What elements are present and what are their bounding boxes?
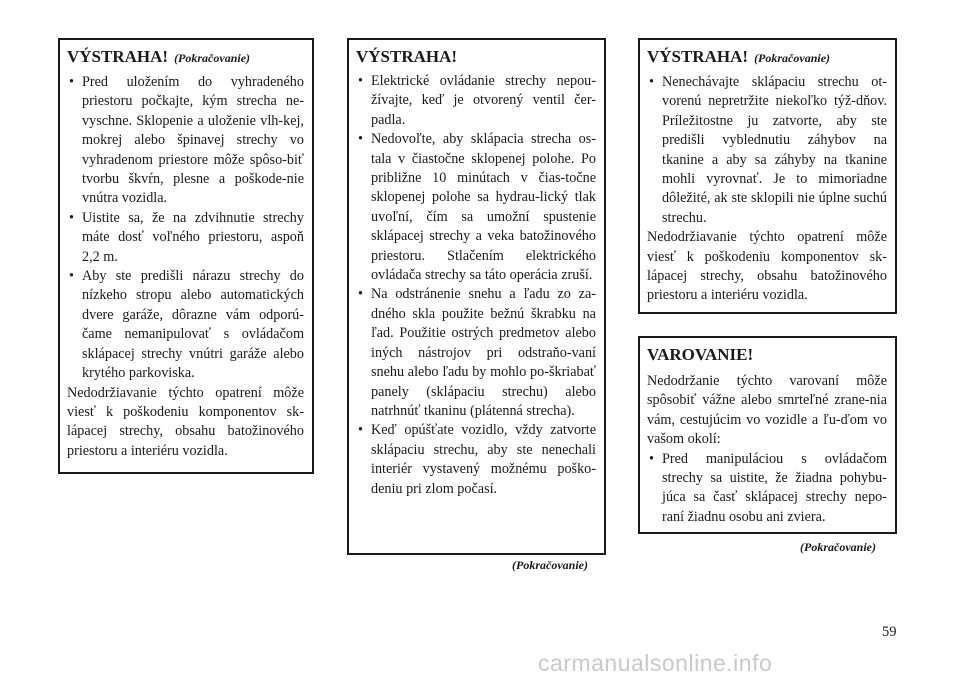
warning-title [356, 46, 596, 68]
warning-title [647, 46, 887, 69]
warning-bullet: • Nedovoľte, aby sklápacia strecha os-tala v čiastočne sklopenej polohe. Po približne 10 minútach v čias-točne sklopenej polohe sa hydrau-lický tlak uvoľní, čím sa umožní spustenie sklápacej strechy a veka batožinového priestoru. Stlačením elektrického ovládača strechy sa táto operácia zruší. [356, 130, 596, 285]
page-number: 59 [882, 624, 897, 640]
continued-label: (Pokračovanie) [754, 51, 831, 65]
watermark-text: carmanualsonline.info [538, 650, 773, 676]
warning-title [67, 46, 304, 69]
warning-list [356, 72, 596, 499]
continued-label: (Pokračovanie) [174, 51, 251, 65]
warning-box-2 [347, 38, 606, 555]
warning-bullet: • Aby ste predišli nárazu strechy do nízkeho stropu alebo automatických dvere garáže, dôrazne vám odporú-čame nemanipulovať s ovládačom sklápacej strechy vnútri garáže alebo krytého parkoviska. [67, 267, 304, 383]
warning-paragraph: Nedodržiavanie týchto opatrení môže viesť k poškodeniu komponentov sk-lápacej strechy, obsahu batožinového priestoru a interiéru vozidla. [67, 384, 304, 459]
warning-bullet: • Uistite sa, že na zdvihnutie strechy máte dosť voľného priestoru, aspoň 2,2 m. [67, 209, 304, 267]
warning-bullet: • Na odstránenie snehu a ľadu zo za-dného skla použite bežnú škrabku na ľad. Použitie ostrých predmetov alebo iných nástrojov pri odstraňo-vaní snehu alebo ľadu by mohlo po-škriabať panely (sklápaciu strechu) alebo natrhnúť tkaninu (plátenná strecha). [356, 285, 596, 421]
caution-title [647, 344, 887, 366]
warning-bullet: • Nenechávajte sklápaciu strechu ot-vorenú nepretržite niekoľko týž-dňov. Príležitostne ju zatvorte, aby ste predišli vyblednutiu záhybov na tkanine a aby sa záhyby na tkanine mohli vyrovnať. Je to mimoriadne dôležité, ak ste sklopili nie úplne suchú strechu. [647, 73, 887, 228]
continued-label: (Pokračovanie) [800, 540, 876, 554]
warning-bullet: • Pred uložením do vyhradeného priestoru počkajte, kým strecha ne-vyschne. Sklopenie a uloženie vlh-kej, mokrej alebo špinavej strechy vo vyhradenom priestore môže spôso-biť tvorbu škvŕn, plesne a poškode-nie vnútra vozidla. [67, 73, 304, 209]
warning-heading: VÝSTRAHA! [356, 47, 458, 66]
warning-heading: VÝSTRAHA! [67, 47, 169, 66]
warning-heading: VÝSTRAHA! [647, 47, 749, 66]
caution-heading: VAROVANIE! [647, 345, 754, 364]
warning-list [647, 73, 887, 228]
warning-list [67, 73, 304, 384]
caution-bullet: • Pred manipuláciou s ovládačom strechy sa uistite, že žiadna pohybu-júca sa časť sklápacej strechy nepo-raní žiadnu osobu ani zviera. [647, 450, 887, 528]
warning-box-1 [58, 38, 314, 474]
caution-list [647, 450, 887, 528]
warning-bullet: • Elektrické ovládanie strechy nepou-žívajte, keď je otvorený ventil čer-padla. [356, 72, 596, 130]
warning-paragraph: Nedodržiavanie týchto opatrení môže viesť k poškodeniu komponentov sk-lápacej strechy, obsahu batožinového priestoru a interiéru vozidla. [647, 229, 887, 304]
caution-box [638, 336, 897, 534]
warning-bullet: • Keď opúšťate vozidlo, vždy zatvorte sklápaciu strechu, aby ste nenechali interiér vystavený možnému poško-deniu pri zlom počasí. [356, 421, 596, 499]
warning-box-3 [638, 38, 897, 314]
caution-paragraph: Nedodržanie týchto varovaní môže spôsobiť vážne alebo smrteľné zrane-nia vám, cestujúcim vo vozidle a ľu-ďom vo vašom okolí: [647, 373, 887, 448]
continued-label: (Pokračovanie) [512, 558, 588, 572]
